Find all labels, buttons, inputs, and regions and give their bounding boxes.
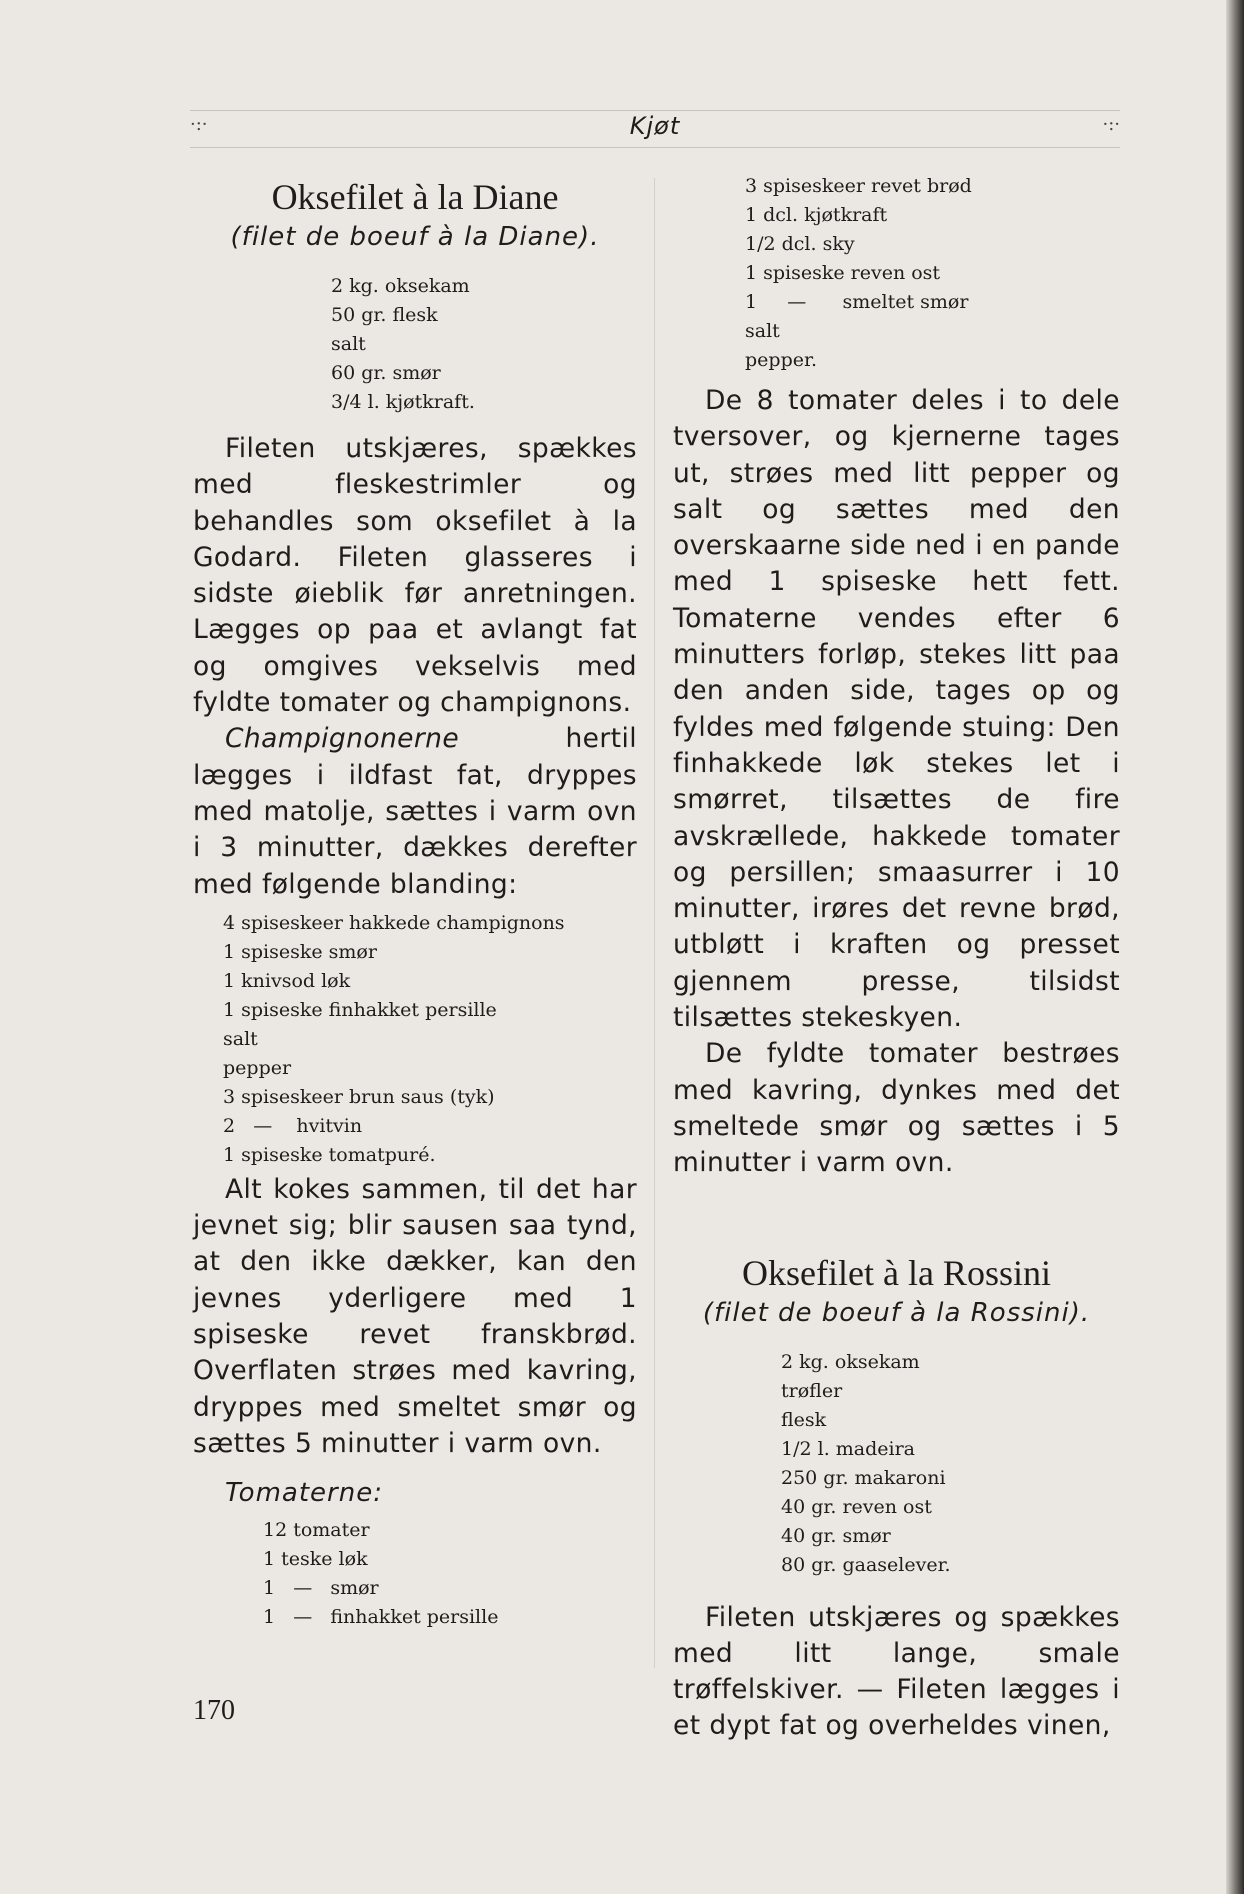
page-edge <box>1226 0 1244 1894</box>
ingredient-item: 60 gr. smør <box>331 362 441 384</box>
header-rule-bottom <box>190 147 1120 148</box>
body-paragraph-4: De 8 tomater deles i to dele tversover, og kjernerne tages ut, strøes med litt pepper og salt og sættes med den overskaarne side ned i en pande med 1 spiseske hett fett. Tomaterne vendes efter 6 minutters forløp, stekes litt paa den anden side, tages op og fyldes med følgende stuing: Den finhakkede løk stekes let i smørret, tilsættes de fire avskrællede, hakkede tomater og persillen; smaasurrer i 10 minutter, irøres det revne brød, utbløtt i kraften og presset gjennem presse, tilsidst tilsættes stekeskyen. <box>673 385 1120 1034</box>
ingredient-list-rossini <box>673 1348 1120 1580</box>
body-paragraph-2 <box>193 721 637 902</box>
ingredient-item: 2 kg. oksekam <box>331 275 470 297</box>
header-rule-top <box>190 110 1120 111</box>
ingredient-item: 1 spiseske finhakket persille <box>223 998 497 1021</box>
left-column <box>193 172 637 1632</box>
column-divider <box>654 178 655 1668</box>
recipe-title-diane: Oksefilet à la Diane <box>271 177 559 217</box>
ingredient-item: 1 knivsod løk <box>223 969 351 992</box>
right-column <box>673 172 1120 1745</box>
ingredient-item: 3 spiseskeer revet brød <box>745 175 972 197</box>
ingredient-item: 1/2 dcl. sky <box>745 233 855 255</box>
ingredient-item: 1/2 l. madeira <box>781 1437 916 1460</box>
ingredient-item: salt <box>745 320 780 342</box>
body-paragraph-6: Fileten utskjæres og spækkes med litt lange, smale trøffelskiver. — Fileten lægges i et dypt fat og overheldes vinen, <box>673 1601 1120 1742</box>
ingredient-item: 2 — hvitvin <box>223 1114 363 1137</box>
ingredient-list-tomatoes <box>193 1516 637 1632</box>
body-paragraph-3: Alt kokes sammen, til det har jevnet sig; blir sausen saa tynd, at den ikke dækker, kan den jevnes yderligere med 1 spiseske revet franskbrød. Overflaten strøes med kavring, dryppes med smeltet smør og sættes 5 minutter i varm ovn. <box>193 1173 637 1459</box>
body-paragraph-1: Fileten utskjæres, spækkes med fleskestrimler og behandles som oksefilet à la Godard. Fileten glasseres i sidste øieblik før anretningen. Lægges op paa et avlangt fat og omgives vekselvis med fyldte tomater og champignons. <box>193 433 637 719</box>
ingredient-item: 12 tomater <box>263 1519 370 1542</box>
recipe-title-rossini: Oksefilet à la Rossini <box>742 1252 1051 1293</box>
ingredient-item: 80 gr. gaaselever. <box>781 1553 951 1576</box>
ingredient-item: 1 spiseske smør <box>223 940 377 963</box>
ornament-right-icon: ·:· <box>1102 114 1120 135</box>
ingredient-item: 3/4 l. kjøtkraft. <box>331 391 475 413</box>
ingredient-item: 1 dcl. kjøtkraft <box>745 204 888 226</box>
page-number: 170 <box>193 1695 235 1726</box>
ingredient-item: pepper. <box>745 349 818 371</box>
ingredient-item: 1 teske løk <box>263 1548 368 1571</box>
recipe-subtitle-diane: (filet de boeuf à la Diane). <box>230 222 600 252</box>
ingredient-item: flesk <box>781 1408 827 1431</box>
running-title: Kjøt <box>629 112 681 140</box>
ingredient-item: 1 spiseske tomatpuré. <box>223 1143 436 1166</box>
ingredient-item: 250 gr. makaroni <box>781 1466 946 1489</box>
ingredient-item: trøfler <box>781 1379 843 1402</box>
ingredient-list-sauce <box>193 909 637 1170</box>
running-header <box>190 100 1120 150</box>
ingredient-item: 1 — smør <box>263 1577 379 1600</box>
ingredient-item: 1 spiseske reven ost <box>745 262 941 284</box>
ingredient-item: 2 kg. oksekam <box>781 1350 920 1373</box>
ingredient-item: pepper <box>223 1056 292 1079</box>
emphasis-champignonerne: Champignonerne <box>225 723 460 755</box>
recipe-subtitle-rossini: (filet de boeuf à la Rossini). <box>702 1297 1091 1328</box>
ingredient-list-diane <box>193 272 637 417</box>
body-paragraph-5: De fyldte tomater bestrøes med kavring, dynkes med det smeltede smør og sættes i 5 minutter i varm ovn. <box>673 1038 1120 1179</box>
paragraph-text: hertil lægges i ildfast fat, dryppes med matolje, sættes i varm ovn i 3 minutter, dækkes derefter med følgende blanding: <box>193 723 637 900</box>
ingredient-item: 40 gr. reven ost <box>781 1495 932 1518</box>
ingredient-item: salt <box>331 333 366 355</box>
section-heading-tomaterne: Tomaterne: <box>225 1478 383 1509</box>
ingredient-item: 40 gr. smør <box>781 1524 891 1547</box>
ingredient-item: 1 — finhakket persille <box>263 1606 499 1629</box>
ingredient-item: salt <box>223 1027 258 1050</box>
ingredient-item: 1 — smeltet smør <box>745 291 969 313</box>
ingredient-item: 4 spiseskeer hakkede champignons <box>223 911 565 934</box>
ornament-left-icon: ·:· <box>190 114 208 135</box>
ingredient-list-stuffing <box>673 172 1120 375</box>
ingredient-item: 3 spiseskeer brun saus (tyk) <box>223 1085 495 1108</box>
ingredient-item: 50 gr. flesk <box>331 304 438 326</box>
